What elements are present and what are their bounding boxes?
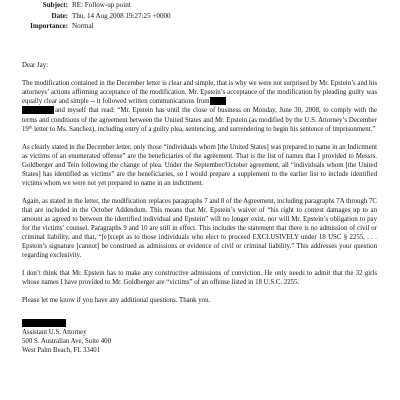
redaction-box [22,106,54,113]
paragraph-4: I don’t think that Mr. Epstein has to make any constructive admissions of conviction. He only needs to admit that the 32 girls whose names I have provided to Mr. Goldberger are “victims” of an offense listed in 18 U.S.C. 2255. [22,270,377,287]
signature-title: Assistant U.S. Attorney [22,328,87,336]
greeting: Dear Jay: [22,62,49,69]
paragraph-1-part-a: The modification contained in the December letter is clear and simple, that is why we were not surprised by Mr. Epstein’s and his attorneys’ actions affirming acceptance of the modification. Mr. Epstein’s acceptance of the modification by pleading guilty was equally clear and simple -- it followed written communications from [22,80,377,106]
email-header [0,0,400,32]
paragraph-2: As clearly stated in the December letter, only those “individuals whom [the United States] was prepared to name in an Indictment as victims of an enumerated offense” are the beneficiaries of the agreement. That is the list of names that I provided to Messrs. Goldberger and Tein following the change of plea. Under the September/October agreement, all “individuals whom [the United States] has identified as victims” are the beneficiaries, so I would prepare a supplement to the earlier list to include identified victims whom we were not yet prepared to name in an indictment. [22,143,377,187]
date-label: Date: [51,11,68,20]
importance-label: Importance: [30,22,68,31]
paragraph-1-part-c: letter to Ms. Sanchez), including entry of a guilty plea, sentencing, and surrendering to begin his sentence of imprisonment.” [32,125,376,133]
subject-row [0,0,400,11]
paragraph-1 [22,79,377,134]
ordinal-superscript: th [28,124,33,130]
signature-address-line-2: West Palm Beach, FL 33401 [22,346,101,354]
paragraph-5: Please let me know if you have any additional questions. Thank you. [22,297,211,305]
date-value: Thu, 14 Aug 2008 19:27:25 +0000 [72,11,171,20]
date-row [0,11,400,22]
importance-value: Normal [72,22,94,31]
redaction-box [22,319,66,326]
redaction-box [210,97,226,104]
signature-block [22,319,377,355]
signature-address-line-1: 500 S. Australian Ave, Suite 400 [22,337,112,345]
paragraph-1-part-b: and myself that read: “Mr. Epstein has until the close of business on Monday, June 30, 2008, to comply with the terms and conditions of the agreement between the United States and Mr. Epstein (as modified by the U.S. Attorney’s December 19 [22,107,377,133]
email-body [22,61,377,355]
importance-row [0,21,400,32]
paragraph-3: Again, as stated in the letter, the modification replaces paragraphs 7 and 8 of the Agreement, including paragraphs 7A through 7C that are included in the October Addendum. This means that Mr. Epstein’s waiver of “his right to contest damages up to an amount as agreed to between the identified individual and Epstein” will no longer exist, nor will Mr. Epstein’s obligation to pay for the victims’ counsel. Paragraphs 9 and 10 are still in effect. This includes the statement that there is no admission of civil or criminal liability, and that, “[e]xcept as to those individuals who elect to proceed EXCLUSIVELY under 18 USC § 2255, . . . Epstein’s signature [cannot] be construed as admissions or evidence of civil or criminal liability.” This addresses your question regarding exclusivity. [22,197,377,260]
subject-label: Subject: [42,1,68,9]
subject-value: RE: Follow-up point [72,1,131,9]
